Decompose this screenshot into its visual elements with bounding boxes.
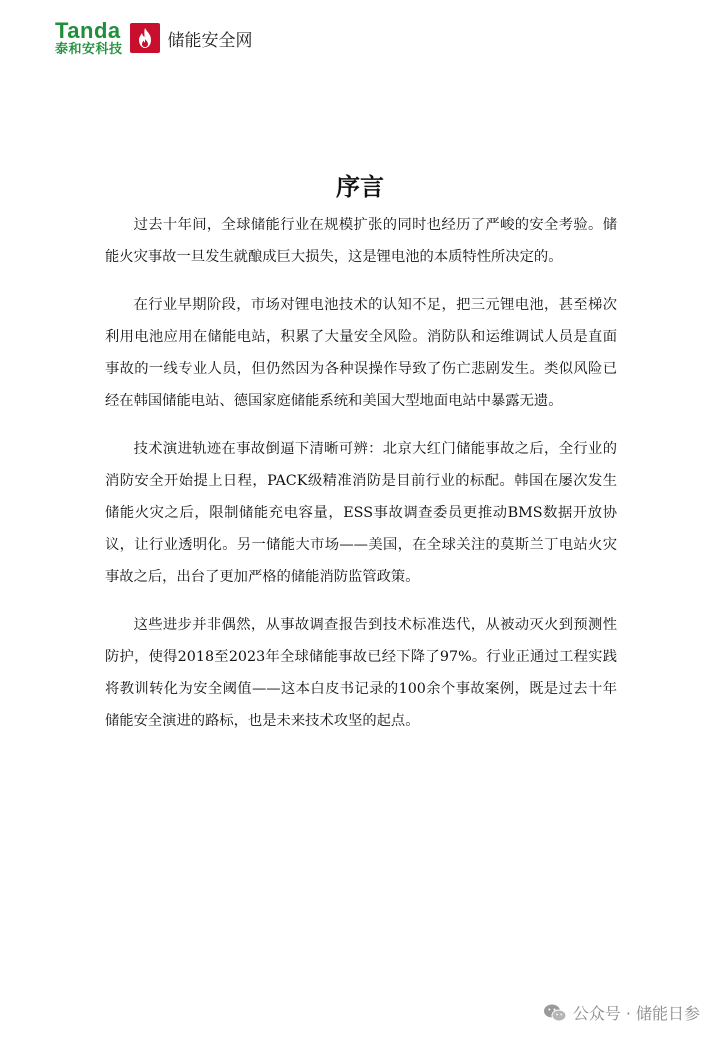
watermark [543, 1001, 700, 1024]
paragraph-2: 在行业早期阶段，市场对锂电池技术的认知不足，把三元锂电池，甚至梯次利用电池应用在储能电站，积累了大量安全风险。消防队和运维调试人员是直面事故的一线专业人员，但仍然因为各种误操作导致了伤亡悲剧发生。类似风险已经在韩国储能电站、德国家庭储能系统和美国大型地面电站中暴露无遗。 [105, 297, 617, 409]
site-name: 储能安全网 [167, 30, 253, 51]
paragraph-3: 技术演进轨迹在事故倒逼下清晰可辨：北京大红门储能事故之后，全行业的消防安全开始提上日程，PACK级精准消防是目前行业的标配。韩国在屡次发生储能火灾之后，限制储能充电容量，ESS事故调查委员更推动BMS数据开放协议，让行业透明化。另一储能大市场——美国，在全球关注的莫斯兰丁电站火灾事故之后，出台了更加严格的储能消防监管政策。 [105, 441, 617, 585]
paragraph-4: 这些进步并非偶然，从事故调查报告到技术标准迭代，从被动灭火到预测性防护，使得2018至2023年全球储能事故已经下降了97%。行业正通过工程实践将教训转化为安全阈值——这本白皮书记录的100余个事故案例，既是过去十年储能安全演进的路标，也是未来技术攻坚的起点。 [105, 617, 617, 729]
brand-word: Tanda [55, 18, 121, 43]
brand-cn-name: 泰和安科技 [55, 42, 123, 57]
paragraph-1: 过去十年间，全球储能行业在规模扩张的同时也经历了严峻的安全考验。储能火灾事故一旦发生就酿成巨大损失，这是锂电池的本质特性所决定的。 [105, 217, 617, 265]
fire-icon [130, 23, 160, 53]
document-body [105, 209, 617, 753]
page-header [55, 18, 253, 58]
tanda-logo [55, 20, 123, 56]
wechat-icon [543, 1003, 567, 1023]
watermark-text: 公众号 · 储能日参 [572, 1004, 700, 1023]
page-title: 序言 [336, 172, 384, 201]
